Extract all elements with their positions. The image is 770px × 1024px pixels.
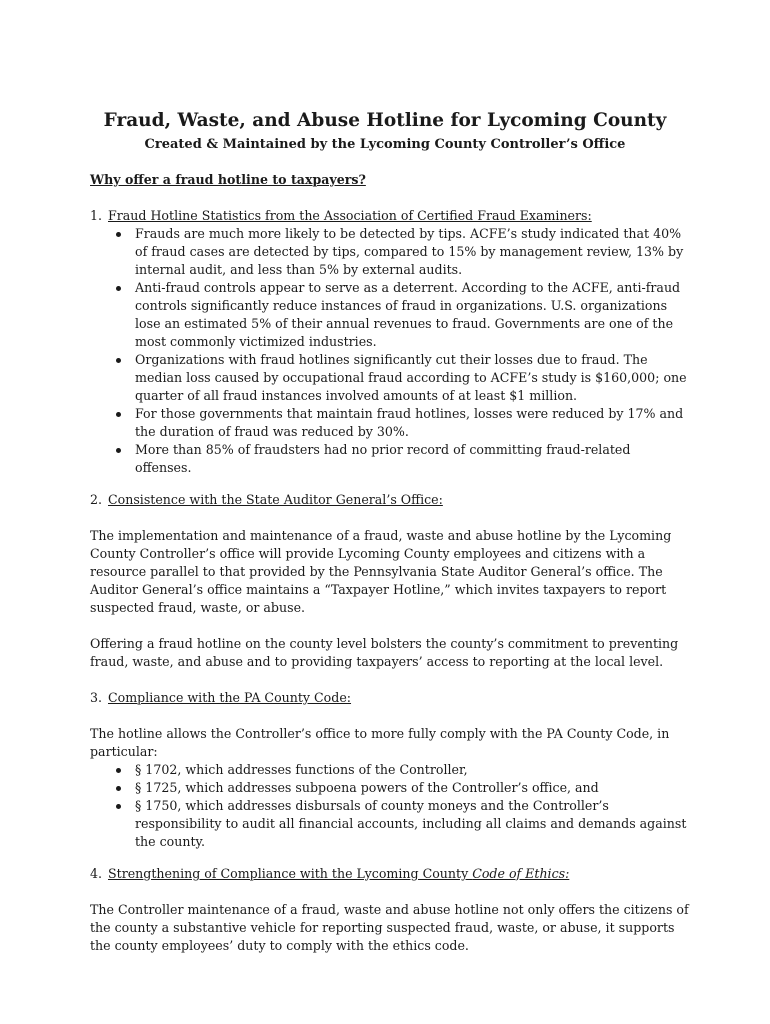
section-4-title-italic: Code of Ethics: (472, 866, 570, 881)
list-item: § 1725, which addresses subpoena powers of the Controller’s office, and (135, 779, 690, 797)
list-item: Frauds are much more likely to be detected by tips. ACFE’s study indicated that 40% of fraud cases are detected by tips, compared to 15% by management review, 13% by internal audit, and less than 5% by external audits. (135, 225, 690, 279)
section-4-heading (90, 865, 690, 883)
section-4-title-text: Strengthening of Compliance with the Lycoming County (108, 866, 473, 881)
section-4-number: 4. (90, 866, 103, 881)
list-item: More than 85% of fraudsters had no prior record of committing fraud-related offenses. (135, 441, 690, 477)
section-3-paragraph: The hotline allows the Controller’s office to more fully comply with the PA County Code, in particular: (90, 726, 670, 759)
why-heading: Why offer a fraud hotline to taxpayers? (90, 172, 366, 187)
section-3-title: Compliance with the PA County Code: (108, 690, 352, 705)
section-2-heading (90, 491, 690, 509)
section-2-number: 2. (90, 492, 103, 507)
section-2-paragraph-2: Offering a fraud hotline on the county level bolsters the county’s commitment to preventing fraud, waste, and abuse and to providing taxpayers’ access to reporting at the local level. (90, 636, 679, 669)
section-2-title: Consistence with the State Auditor General’s Office: (108, 492, 443, 507)
list-item: § 1702, which addresses functions of the Controller, (135, 761, 690, 779)
document-body (90, 171, 690, 955)
section-3-number: 3. (90, 690, 103, 705)
document-title: Fraud, Waste, and Abuse Hotline for Lycoming County (103, 110, 667, 131)
section-1-bullets (90, 225, 690, 477)
section-3-heading (90, 689, 690, 707)
section-2-paragraph-1: The implementation and maintenance of a fraud, waste and abuse hotline by the Lycoming County Controller’s office will provide Lycoming County employees and citizens with a resource parallel to that provided by the Pennsylvania State Auditor General’s office. The Auditor General’s office maintains a “Taxpayer Hotline,” which invites taxpayers to report suspected fraud, waste, or abuse. (90, 528, 672, 615)
list-item: Organizations with fraud hotlines significantly cut their losses due to fraud. The median loss caused by occupational fraud according to ACFE’s study is $160,000; one quarter of all fraud instances involved amounts of at least $1 million. (135, 351, 690, 405)
list-item: For those governments that maintain fraud hotlines, losses were reduced by 17% and the duration of fraud was reduced by 30%. (135, 405, 690, 441)
document-subtitle: Created & Maintained by the Lycoming County Controller’s Office (144, 137, 626, 152)
section-1-heading (90, 207, 690, 225)
section-4-paragraph: The Controller maintenance of a fraud, waste and abuse hotline not only offers the citizens of the county a substantive vehicle for reporting suspected fraud, waste, or abuse, it supports the county employees’ duty to comply with the ethics code. (90, 902, 689, 953)
section-1-title: Fraud Hotline Statistics from the Association of Certified Fraud Examiners: (108, 208, 592, 223)
list-item: Anti-fraud controls appear to serve as a deterrent. According to the ACFE, anti-fraud controls significantly reduce instances of fraud in organizations. U.S. organizations lose an estimated 5% of their annual revenues to fraud. Governments are one of the most commonly victimized industries. (135, 279, 690, 351)
section-3-bullets (90, 761, 690, 851)
list-item: § 1750, which addresses disbursals of county moneys and the Controller’s responsibility to audit all financial accounts, including all claims and demands against the county. (135, 797, 690, 851)
section-1-number: 1. (90, 208, 103, 223)
section-4-title (108, 866, 569, 881)
